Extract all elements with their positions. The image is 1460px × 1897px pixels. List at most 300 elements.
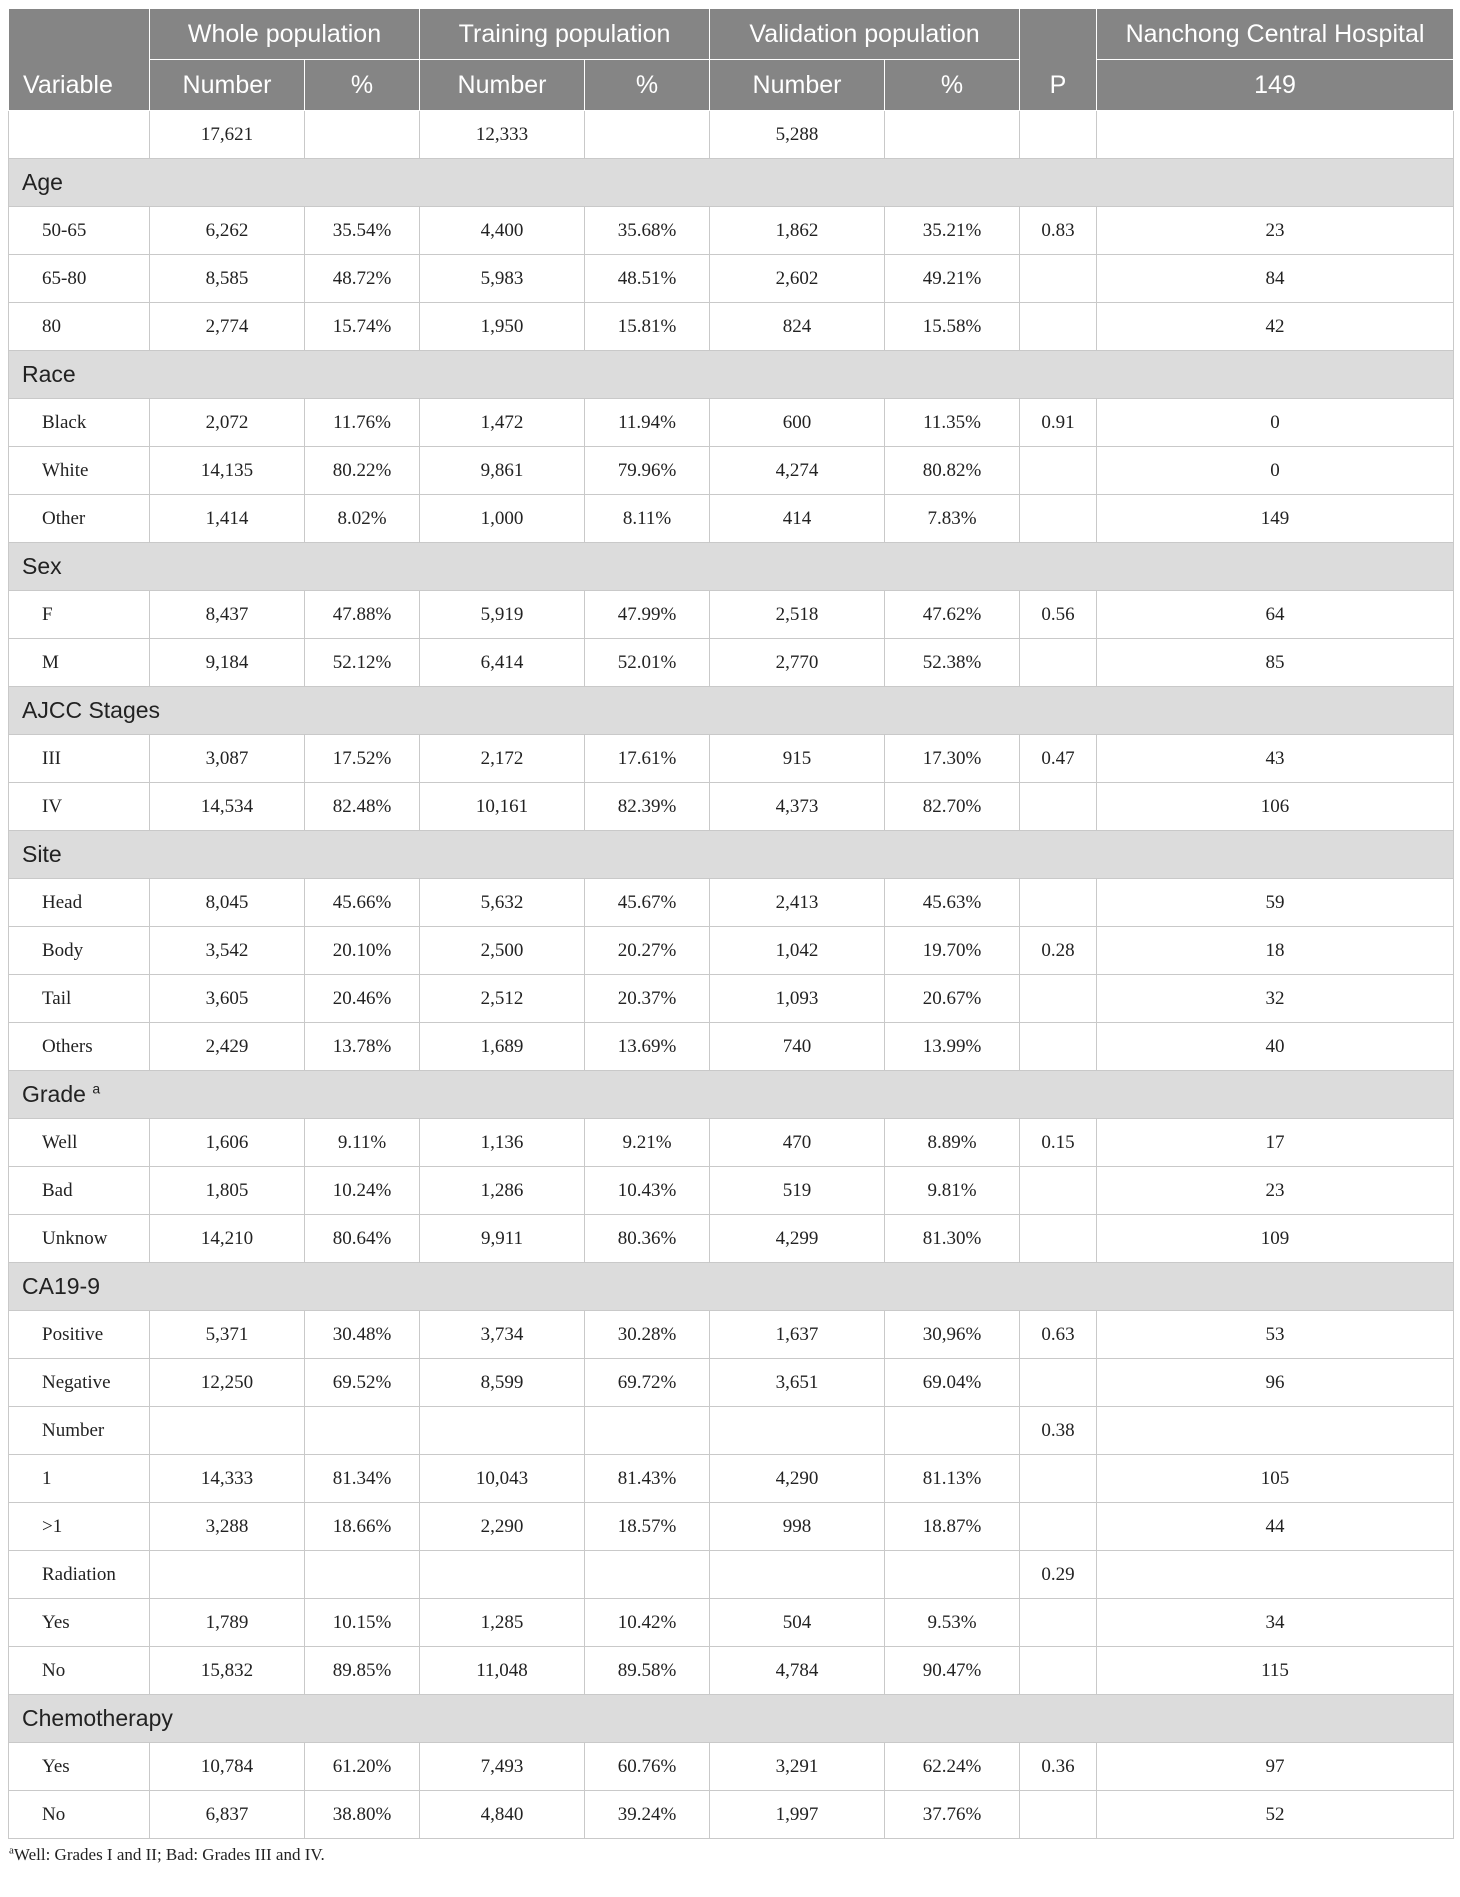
cell-training-percent: 47.99% — [585, 591, 710, 639]
cell-training-number: 2,290 — [420, 1503, 585, 1551]
row-label: Yes — [9, 1743, 150, 1791]
cell-p-value — [1020, 1359, 1097, 1407]
characteristics-table — [8, 8, 1454, 1839]
header-whole-population: Whole population — [150, 9, 420, 60]
cell-whole-percent: 10.15% — [305, 1599, 420, 1647]
cell-p-value — [1020, 1023, 1097, 1071]
cell-validation-number: 504 — [710, 1599, 885, 1647]
header-validation-number: Number — [710, 60, 885, 111]
header-validation-percent: % — [885, 60, 1020, 111]
cell-validation-number: 414 — [710, 495, 885, 543]
cell-whole-number: 1,414 — [150, 495, 305, 543]
cell-hospital-count: 53 — [1097, 1311, 1454, 1359]
cell-hospital-count: 23 — [1097, 207, 1454, 255]
row-label: >1 — [9, 1503, 150, 1551]
cell-whole-percent: 48.72% — [305, 255, 420, 303]
row-label: Radiation — [9, 1551, 150, 1599]
cell-whole-percent: 80.22% — [305, 447, 420, 495]
cell-whole-number: 2,774 — [150, 303, 305, 351]
cell-validation-number: 1,997 — [710, 1791, 885, 1839]
cell-hospital-count: 23 — [1097, 1167, 1454, 1215]
cell-training-percent: 69.72% — [585, 1359, 710, 1407]
cell-validation-percent — [885, 111, 1020, 159]
cell-whole-percent: 30.48% — [305, 1311, 420, 1359]
cell-p-value: 0.28 — [1020, 927, 1097, 975]
row-label: 1 — [9, 1455, 150, 1503]
cell-whole-percent: 10.24% — [305, 1167, 420, 1215]
table-row — [9, 1311, 1454, 1359]
cell-validation-percent: 81.30% — [885, 1215, 1020, 1263]
cell-whole-percent: 47.88% — [305, 591, 420, 639]
row-label: 80 — [9, 303, 150, 351]
cell-training-number: 1,136 — [420, 1119, 585, 1167]
cell-whole-percent: 69.52% — [305, 1359, 420, 1407]
cell-training-percent: 45.67% — [585, 879, 710, 927]
row-label: Negative — [9, 1359, 150, 1407]
cell-validation-number — [710, 1407, 885, 1455]
section-row — [9, 159, 1454, 207]
cell-training-percent: 89.58% — [585, 1647, 710, 1695]
cell-whole-percent — [305, 1407, 420, 1455]
table-row — [9, 303, 1454, 351]
cell-hospital-count: 109 — [1097, 1215, 1454, 1263]
cell-p-value — [1020, 1647, 1097, 1695]
section-label — [9, 351, 1454, 399]
cell-training-percent: 60.76% — [585, 1743, 710, 1791]
cell-hospital-count: 96 — [1097, 1359, 1454, 1407]
cell-whole-number: 8,585 — [150, 255, 305, 303]
table-footnote — [8, 1845, 1453, 1865]
cell-validation-percent: 80.82% — [885, 447, 1020, 495]
cell-training-number — [420, 1407, 585, 1455]
cell-training-percent: 10.42% — [585, 1599, 710, 1647]
cell-whole-percent: 11.76% — [305, 399, 420, 447]
footnote-marker: a — [9, 1844, 14, 1857]
cell-p-value: 0.83 — [1020, 207, 1097, 255]
cell-hospital-count: 17 — [1097, 1119, 1454, 1167]
cell-p-value — [1020, 975, 1097, 1023]
section-label-text: Sex — [22, 553, 62, 579]
cell-p-value — [1020, 495, 1097, 543]
row-label: Bad — [9, 1167, 150, 1215]
cell-p-value: 0.36 — [1020, 1743, 1097, 1791]
cell-training-number: 1,950 — [420, 303, 585, 351]
cell-p-value: 0.63 — [1020, 1311, 1097, 1359]
cell-whole-percent — [305, 111, 420, 159]
cell-validation-number: 2,413 — [710, 879, 885, 927]
cell-hospital-count — [1097, 1407, 1454, 1455]
row-label: Positive — [9, 1311, 150, 1359]
cell-training-number: 2,172 — [420, 735, 585, 783]
header-p-value: P — [1020, 9, 1097, 111]
cell-hospital-count: 115 — [1097, 1647, 1454, 1695]
cell-validation-percent: 69.04% — [885, 1359, 1020, 1407]
cell-validation-percent: 20.67% — [885, 975, 1020, 1023]
cell-p-value — [1020, 1791, 1097, 1839]
cell-p-value — [1020, 447, 1097, 495]
cell-training-number: 7,493 — [420, 1743, 585, 1791]
cell-hospital-count: 97 — [1097, 1743, 1454, 1791]
table-row — [9, 927, 1454, 975]
cell-training-percent: 8.11% — [585, 495, 710, 543]
cell-training-number: 10,043 — [420, 1455, 585, 1503]
cell-validation-percent: 11.35% — [885, 399, 1020, 447]
cell-whole-number: 1,805 — [150, 1167, 305, 1215]
header-training-population: Training population — [420, 9, 710, 60]
table-row — [9, 1023, 1454, 1071]
cell-whole-number: 3,542 — [150, 927, 305, 975]
table-row — [9, 399, 1454, 447]
cell-whole-percent: 20.46% — [305, 975, 420, 1023]
cell-hospital-count: 18 — [1097, 927, 1454, 975]
row-label: No — [9, 1791, 150, 1839]
cell-training-number: 1,472 — [420, 399, 585, 447]
cell-validation-number: 4,274 — [710, 447, 885, 495]
cell-training-percent: 11.94% — [585, 399, 710, 447]
cell-validation-number: 1,042 — [710, 927, 885, 975]
cell-training-percent: 35.68% — [585, 207, 710, 255]
row-label: 50-65 — [9, 207, 150, 255]
cell-validation-number: 4,784 — [710, 1647, 885, 1695]
cell-p-value — [1020, 783, 1097, 831]
cell-training-number: 5,632 — [420, 879, 585, 927]
cell-whole-number: 3,087 — [150, 735, 305, 783]
row-label: Number — [9, 1407, 150, 1455]
table-row — [9, 975, 1454, 1023]
cell-training-percent: 30.28% — [585, 1311, 710, 1359]
table-row — [9, 783, 1454, 831]
cell-p-value — [1020, 111, 1097, 159]
cell-whole-percent: 80.64% — [305, 1215, 420, 1263]
cell-whole-percent: 35.54% — [305, 207, 420, 255]
cell-training-percent: 20.27% — [585, 927, 710, 975]
cell-hospital-count: 84 — [1097, 255, 1454, 303]
cell-validation-percent: 35.21% — [885, 207, 1020, 255]
cell-validation-percent: 47.62% — [885, 591, 1020, 639]
cell-training-number: 9,911 — [420, 1215, 585, 1263]
row-label: Unknow — [9, 1215, 150, 1263]
cell-validation-percent: 30,96% — [885, 1311, 1020, 1359]
table-row — [9, 447, 1454, 495]
cell-hospital-count: 52 — [1097, 1791, 1454, 1839]
cell-training-percent: 10.43% — [585, 1167, 710, 1215]
table-row — [9, 1551, 1454, 1599]
cell-hospital-count: 0 — [1097, 447, 1454, 495]
cell-validation-percent: 17.30% — [885, 735, 1020, 783]
row-label: IV — [9, 783, 150, 831]
cell-training-percent: 13.69% — [585, 1023, 710, 1071]
cell-training-number: 6,414 — [420, 639, 585, 687]
cell-training-number: 1,689 — [420, 1023, 585, 1071]
table-row — [9, 879, 1454, 927]
cell-training-number: 4,840 — [420, 1791, 585, 1839]
cell-hospital-count: 42 — [1097, 303, 1454, 351]
cell-whole-percent: 82.48% — [305, 783, 420, 831]
cell-training-percent: 18.57% — [585, 1503, 710, 1551]
table-row — [9, 1791, 1454, 1839]
header-whole-number: Number — [150, 60, 305, 111]
section-label — [9, 687, 1454, 735]
cell-validation-percent: 7.83% — [885, 495, 1020, 543]
cell-training-percent — [585, 111, 710, 159]
cell-whole-percent: 45.66% — [305, 879, 420, 927]
cell-validation-percent: 9.81% — [885, 1167, 1020, 1215]
row-label — [9, 111, 150, 159]
cell-p-value: 0.15 — [1020, 1119, 1097, 1167]
cell-training-percent: 79.96% — [585, 447, 710, 495]
cell-validation-number: 5,288 — [710, 111, 885, 159]
cell-validation-number: 470 — [710, 1119, 885, 1167]
section-footnote-marker: a — [92, 1080, 101, 1097]
cell-p-value — [1020, 1167, 1097, 1215]
cell-validation-percent — [885, 1407, 1020, 1455]
table-row — [9, 639, 1454, 687]
table-row — [9, 207, 1454, 255]
cell-hospital-count — [1097, 1551, 1454, 1599]
cell-whole-percent: 61.20% — [305, 1743, 420, 1791]
cell-validation-percent — [885, 1551, 1020, 1599]
row-label: Body — [9, 927, 150, 975]
cell-training-percent: 82.39% — [585, 783, 710, 831]
cell-p-value — [1020, 1215, 1097, 1263]
cell-hospital-count: 0 — [1097, 399, 1454, 447]
row-label: White — [9, 447, 150, 495]
cell-whole-percent: 15.74% — [305, 303, 420, 351]
cell-p-value — [1020, 1503, 1097, 1551]
cell-hospital-count: 32 — [1097, 975, 1454, 1023]
cell-whole-percent — [305, 1551, 420, 1599]
header-whole-percent: % — [305, 60, 420, 111]
cell-validation-percent: 8.89% — [885, 1119, 1020, 1167]
cell-whole-number: 8,045 — [150, 879, 305, 927]
row-label: Other — [9, 495, 150, 543]
cell-training-percent: 52.01% — [585, 639, 710, 687]
row-label: Black — [9, 399, 150, 447]
section-row — [9, 687, 1454, 735]
footnote-text: Well: Grades I and II; Bad: Grades III and IV. — [13, 1845, 325, 1864]
cell-validation-number: 4,290 — [710, 1455, 885, 1503]
cell-training-percent: 39.24% — [585, 1791, 710, 1839]
cell-validation-number: 4,373 — [710, 783, 885, 831]
cell-validation-percent: 45.63% — [885, 879, 1020, 927]
cell-hospital-count: 85 — [1097, 639, 1454, 687]
cell-whole-percent: 81.34% — [305, 1455, 420, 1503]
cell-validation-number: 915 — [710, 735, 885, 783]
header-training-percent: % — [585, 60, 710, 111]
cell-training-number — [420, 1551, 585, 1599]
section-row — [9, 1071, 1454, 1119]
cell-p-value — [1020, 303, 1097, 351]
cell-whole-percent: 9.11% — [305, 1119, 420, 1167]
table-container — [8, 8, 1453, 1865]
cell-training-percent: 17.61% — [585, 735, 710, 783]
section-label-text: Age — [22, 169, 63, 195]
cell-whole-number: 17,621 — [150, 111, 305, 159]
cell-whole-number: 1,789 — [150, 1599, 305, 1647]
row-label: Yes — [9, 1599, 150, 1647]
section-label-text: CA19-9 — [22, 1273, 100, 1299]
cell-training-percent — [585, 1551, 710, 1599]
cell-hospital-count: 40 — [1097, 1023, 1454, 1071]
cell-p-value — [1020, 879, 1097, 927]
row-label: M — [9, 639, 150, 687]
table-row — [9, 1743, 1454, 1791]
cell-whole-percent: 17.52% — [305, 735, 420, 783]
cell-whole-number: 14,534 — [150, 783, 305, 831]
table-row — [9, 255, 1454, 303]
section-label-text: Site — [22, 841, 62, 867]
cell-validation-number: 2,602 — [710, 255, 885, 303]
cell-validation-percent: 18.87% — [885, 1503, 1020, 1551]
cell-whole-percent: 8.02% — [305, 495, 420, 543]
table-row — [9, 591, 1454, 639]
section-row — [9, 1263, 1454, 1311]
row-label: 65-80 — [9, 255, 150, 303]
cell-training-number: 9,861 — [420, 447, 585, 495]
table-row — [9, 1455, 1454, 1503]
cell-training-percent: 9.21% — [585, 1119, 710, 1167]
table-header — [9, 9, 1454, 111]
cell-p-value: 0.56 — [1020, 591, 1097, 639]
cell-whole-number: 2,429 — [150, 1023, 305, 1071]
cell-validation-percent: 9.53% — [885, 1599, 1020, 1647]
cell-whole-number: 14,333 — [150, 1455, 305, 1503]
cell-validation-number — [710, 1551, 885, 1599]
table-row — [9, 1407, 1454, 1455]
table-row — [9, 1215, 1454, 1263]
cell-hospital-count: 64 — [1097, 591, 1454, 639]
section-label-text: Chemotherapy — [22, 1705, 173, 1731]
cell-training-number: 5,919 — [420, 591, 585, 639]
header-training-number: Number — [420, 60, 585, 111]
cell-validation-number: 600 — [710, 399, 885, 447]
cell-hospital-count: 34 — [1097, 1599, 1454, 1647]
cell-whole-number: 1,606 — [150, 1119, 305, 1167]
cell-whole-number: 8,437 — [150, 591, 305, 639]
table-row — [9, 1167, 1454, 1215]
cell-whole-number: 2,072 — [150, 399, 305, 447]
cell-training-number: 4,400 — [420, 207, 585, 255]
section-label — [9, 831, 1454, 879]
row-label: No — [9, 1647, 150, 1695]
section-label-text: Race — [22, 361, 76, 387]
row-label: Well — [9, 1119, 150, 1167]
cell-whole-number: 12,250 — [150, 1359, 305, 1407]
section-label — [9, 1071, 1454, 1119]
cell-training-number: 1,285 — [420, 1599, 585, 1647]
cell-validation-percent: 52.38% — [885, 639, 1020, 687]
cell-hospital-count: 149 — [1097, 495, 1454, 543]
cell-training-number: 10,161 — [420, 783, 585, 831]
cell-whole-percent: 89.85% — [305, 1647, 420, 1695]
cell-training-percent: 15.81% — [585, 303, 710, 351]
cell-validation-percent: 82.70% — [885, 783, 1020, 831]
cell-validation-number: 519 — [710, 1167, 885, 1215]
cell-p-value — [1020, 639, 1097, 687]
cell-whole-percent: 20.10% — [305, 927, 420, 975]
cell-validation-number: 1,862 — [710, 207, 885, 255]
cell-training-number: 1,000 — [420, 495, 585, 543]
cell-training-percent: 20.37% — [585, 975, 710, 1023]
cell-whole-number: 5,371 — [150, 1311, 305, 1359]
cell-validation-number: 740 — [710, 1023, 885, 1071]
cell-training-percent: 80.36% — [585, 1215, 710, 1263]
cell-validation-number: 4,299 — [710, 1215, 885, 1263]
header-hospital: Nanchong Central Hospital — [1097, 9, 1454, 60]
cell-p-value — [1020, 1455, 1097, 1503]
cell-validation-number: 998 — [710, 1503, 885, 1551]
cell-whole-percent: 18.66% — [305, 1503, 420, 1551]
table-row — [9, 495, 1454, 543]
cell-training-percent: 81.43% — [585, 1455, 710, 1503]
section-label-text: AJCC Stages — [22, 697, 161, 723]
cell-whole-percent: 13.78% — [305, 1023, 420, 1071]
cell-validation-percent: 81.13% — [885, 1455, 1020, 1503]
cell-validation-number: 1,637 — [710, 1311, 885, 1359]
cell-validation-number: 3,651 — [710, 1359, 885, 1407]
cell-training-number: 1,286 — [420, 1167, 585, 1215]
cell-whole-number: 14,135 — [150, 447, 305, 495]
section-label-text: Grade — [22, 1081, 86, 1107]
cell-validation-percent: 19.70% — [885, 927, 1020, 975]
cell-p-value: 0.38 — [1020, 1407, 1097, 1455]
cell-hospital-count: 43 — [1097, 735, 1454, 783]
header-variable: Variable — [9, 9, 150, 111]
table-row — [9, 1647, 1454, 1695]
table-body — [9, 111, 1454, 1839]
header-hospital-count: 149 — [1097, 60, 1454, 111]
row-label: F — [9, 591, 150, 639]
cell-training-number: 5,983 — [420, 255, 585, 303]
cell-p-value: 0.47 — [1020, 735, 1097, 783]
section-label — [9, 159, 1454, 207]
cell-training-number: 2,500 — [420, 927, 585, 975]
row-label: III — [9, 735, 150, 783]
section-row — [9, 543, 1454, 591]
cell-whole-number: 6,262 — [150, 207, 305, 255]
table-row — [9, 1119, 1454, 1167]
cell-validation-percent: 62.24% — [885, 1743, 1020, 1791]
cell-whole-number: 3,605 — [150, 975, 305, 1023]
cell-training-number: 12,333 — [420, 111, 585, 159]
cell-validation-number: 1,093 — [710, 975, 885, 1023]
cell-training-number: 8,599 — [420, 1359, 585, 1407]
table-row — [9, 111, 1454, 159]
cell-hospital-count: 105 — [1097, 1455, 1454, 1503]
cell-whole-number: 9,184 — [150, 639, 305, 687]
cell-whole-percent: 52.12% — [305, 639, 420, 687]
row-label: Head — [9, 879, 150, 927]
cell-whole-number: 10,784 — [150, 1743, 305, 1791]
cell-validation-number: 2,518 — [710, 591, 885, 639]
table-row — [9, 735, 1454, 783]
section-label — [9, 1263, 1454, 1311]
cell-training-number: 2,512 — [420, 975, 585, 1023]
section-label — [9, 543, 1454, 591]
cell-p-value: 0.91 — [1020, 399, 1097, 447]
cell-validation-number: 2,770 — [710, 639, 885, 687]
cell-whole-number: 3,288 — [150, 1503, 305, 1551]
cell-training-number: 11,048 — [420, 1647, 585, 1695]
cell-p-value: 0.29 — [1020, 1551, 1097, 1599]
table-row — [9, 1599, 1454, 1647]
cell-training-percent — [585, 1407, 710, 1455]
section-row — [9, 351, 1454, 399]
cell-whole-number: 6,837 — [150, 1791, 305, 1839]
cell-whole-number — [150, 1407, 305, 1455]
cell-validation-percent: 90.47% — [885, 1647, 1020, 1695]
cell-p-value — [1020, 255, 1097, 303]
